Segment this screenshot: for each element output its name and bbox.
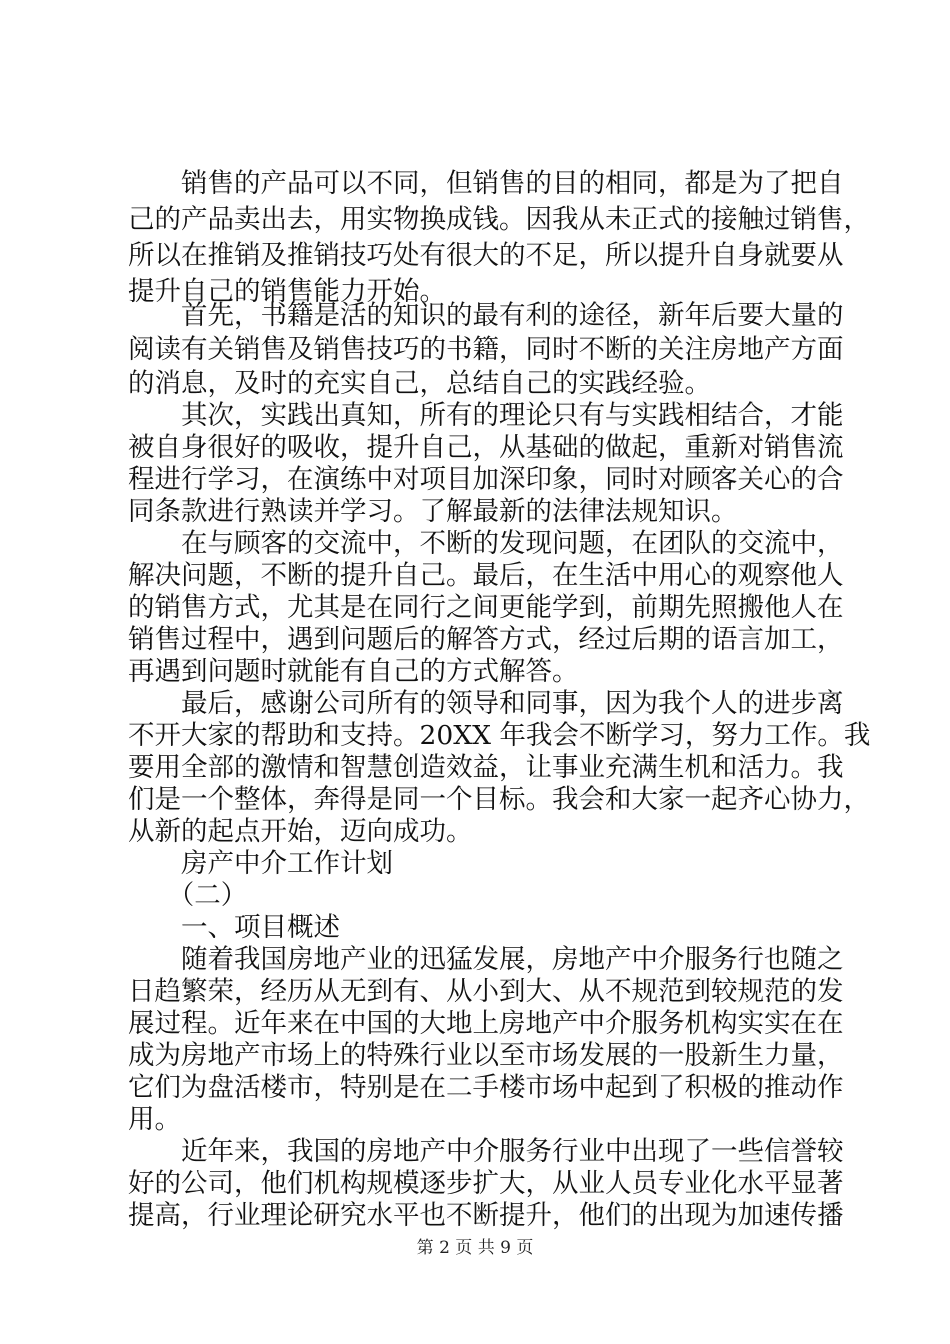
text-line: 好的公司，他们机构规模逐步扩大，从业人员专业化水平显著 — [128, 1168, 844, 1199]
text-line: 销售的产品可以不同，但销售的目的相同，都是为了把自 — [128, 168, 844, 199]
text-line: 在与顾客的交流中，不断的发现问题，在团队的交流中， — [128, 528, 844, 559]
text-line: 近年来，我国的房地产中介服务行业中出现了一些信誉较 — [128, 1136, 844, 1167]
section-heading: （二） — [128, 880, 248, 911]
text-line: 的销售方式，尤其是在同行之间更能学到，前期先照搬他人在 — [128, 592, 844, 623]
text-line: 展过程。近年来在中国的大地上房地产中介服务机构实实在在 — [128, 1008, 844, 1039]
text-line: 日趋繁荣，经历从无到有、从小到大、从不规范到较规范的发 — [128, 976, 844, 1007]
text-line: 提高，行业理论研究水平也不断提升，他们的出现为加速传播 — [128, 1200, 844, 1231]
text-line: 它们为盘活楼市，特别是在二手楼市场中起到了积极的推动作 — [128, 1072, 844, 1103]
text-line: 被自身很好的吸收，提升自己，从基础的做起，重新对销售流 — [128, 432, 844, 463]
section-heading: 房产中介工作计划 — [128, 848, 393, 879]
text-line: 最后，感谢公司所有的领导和同事，因为我个人的进步离 — [128, 688, 844, 719]
text-line: 从新的起点开始，迈向成功。 — [128, 816, 473, 847]
text-line: 解决问题，不断的提升自己。最后，在生活中用心的观察他人 — [128, 560, 844, 591]
text-line: 阅读有关销售及销售技巧的书籍，同时不断的关注房地产方面 — [128, 334, 844, 365]
page-number-footer: 第 2 页 共 9 页 — [416, 1238, 534, 1258]
text-line: 的消息，及时的充实自己，总结自己的实践经验。 — [128, 368, 711, 399]
text-line: 不开大家的帮助和支持。20XX 年我会不断学习，努力工作。我 — [128, 720, 871, 751]
text-line: 销售过程中，遇到问题后的解答方式，经过后期的语言加工， — [128, 624, 844, 655]
text-line: 成为房地产市场上的特殊行业以至市场发展的一股新生力量， — [128, 1040, 844, 1071]
text-line: 用。 — [128, 1104, 181, 1135]
text-line: 们是一个整体，奔得是同一个目标。我会和大家一起齐心协力， — [128, 784, 870, 815]
text-line: 其次，实践出真知，所有的理论只有与实践相结合，才能 — [128, 400, 844, 431]
text-line: 提升自己的销售能力开始。 — [128, 276, 446, 307]
text-line: 随着我国房地产业的迅猛发展，房地产中介服务行也随之 — [128, 944, 844, 975]
text-line: 首先，书籍是活的知识的最有利的途径，新年后要大量的 — [128, 300, 844, 331]
text-line: 己的产品卖出去，用实物换成钱。因我从未正式的接触过销售， — [128, 204, 870, 235]
section-heading: 一、项目概述 — [128, 912, 340, 943]
text-line: 再遇到问题时就能有自己的方式解答。 — [128, 656, 579, 687]
text-line: 程进行学习，在演练中对项目加深印象，同时对顾客关心的合 — [128, 464, 844, 495]
text-line: 要用全部的激情和智慧创造效益，让事业充满生机和活力。我 — [128, 752, 844, 783]
text-line: 同条款进行熟读并学习。了解最新的法律法规知识。 — [128, 496, 738, 527]
text-line: 所以在推销及推销技巧处有很大的不足，所以提升自身就要从 — [128, 240, 844, 271]
